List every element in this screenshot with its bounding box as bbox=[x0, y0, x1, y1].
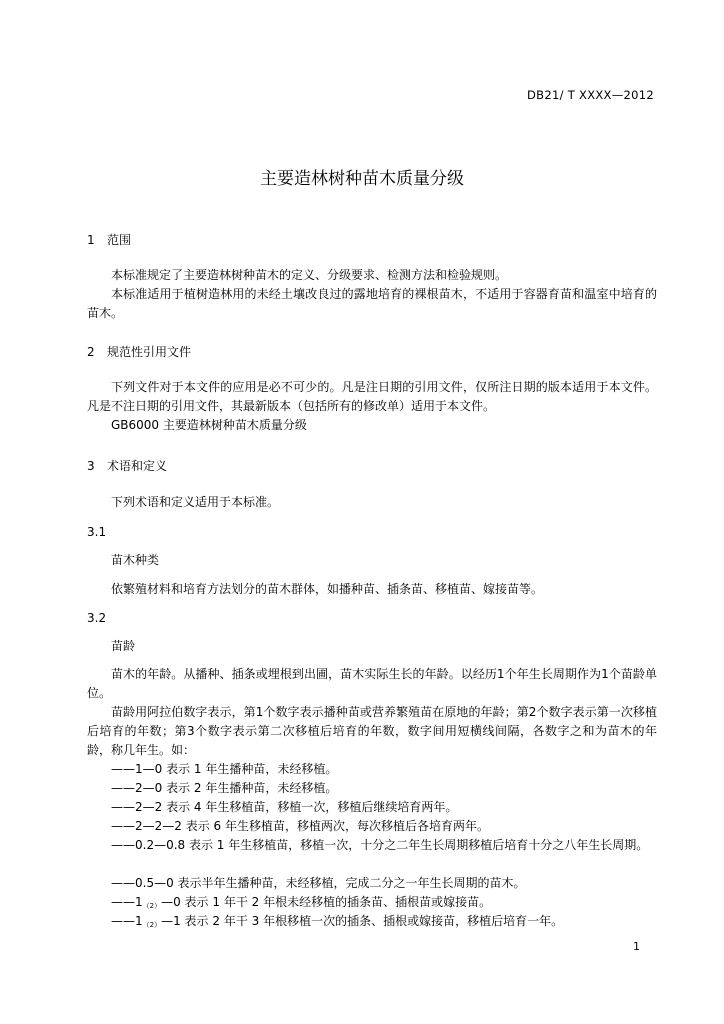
section-2-heading bbox=[87, 343, 657, 362]
page-number: 1 bbox=[633, 940, 640, 953]
document-title: 主要造林树种苗木质量分级 bbox=[260, 169, 464, 189]
section-title: 规范性引用文件 bbox=[107, 345, 192, 359]
section-number: 1 bbox=[87, 233, 95, 247]
term-3-2-definition-1: 苗木的年龄。从播种、插条或埋根到出圃，苗木实际生长的年龄。以经历1个年生长周期作为1个苗龄单位。 bbox=[87, 667, 657, 700]
term-3-2-definition-2: 苗龄用阿拉伯数字表示，第1个数字表示播种苗或营养繁殖苗在原地的年龄；第2个数字表示第一次移植后培育的年数；第3个数字表示第二次移植后培育的年数，数字间用短横线间隔，各数字之和为苗木的年龄，称几年生。如： bbox=[87, 705, 657, 757]
example-text: —0 表示 1 年干 2 年根未经移植的插条苗、插根苗或嫁接苗。 bbox=[161, 895, 492, 909]
example-subscript: （2） bbox=[142, 902, 162, 910]
example-prefix: ——1 bbox=[111, 914, 143, 928]
section-number: 2 bbox=[87, 345, 95, 359]
scope-paragraph-1: 本标准规定了主要造林树种苗木的定义、分级要求、检测方法和检验规则。 bbox=[111, 268, 508, 282]
term-3-2-title: 苗龄 bbox=[111, 639, 136, 653]
section-3-heading bbox=[87, 457, 657, 476]
section-1-heading bbox=[87, 231, 657, 250]
scope-paragraph-2: 本标准适用于植树造林用的未经土壤改良过的露地培育的裸根苗木，不适用于容器育苗和温室中培育的苗木。 bbox=[87, 287, 657, 320]
seedling-age-example: ——2—2—2 表示 6 年生移植苗，移植两次，每次移植后各培育两年。 bbox=[111, 819, 489, 833]
terms-intro-paragraph: 下列术语和定义适用于本标准。 bbox=[111, 495, 280, 509]
term-3-1-number: 3.1 bbox=[87, 525, 107, 539]
seedling-age-example: ——0.5—0 表示半年生播种苗，未经移植，完成二分之一年生长周期的苗木。 bbox=[111, 876, 526, 890]
example-subscript: （2） bbox=[142, 921, 162, 929]
standard-code: DB21/ T XXXX—2012 bbox=[527, 88, 654, 102]
term-3-1-title: 苗木种类 bbox=[111, 553, 160, 567]
reference-item: GB6000 主要造林树种苗木质量分级 bbox=[111, 418, 307, 432]
example-text: —1 表示 2 年干 3 年根移植一次的插条、插根或嫁接苗，移植后培育一年。 bbox=[161, 914, 564, 928]
seedling-age-example: ——2—2 表示 4 年生移植苗，移植一次，移植后继续培育两年。 bbox=[111, 800, 458, 814]
seedling-age-example bbox=[87, 912, 681, 935]
example-prefix: ——1 bbox=[111, 895, 143, 909]
term-3-2-number: 3.2 bbox=[87, 611, 107, 625]
seedling-age-example: ——0.2—0.8 表示 1 年生移植苗，移植一次，十分之二年生长周期移植后培育十分之八年生长周期。 bbox=[111, 838, 649, 852]
seedling-age-example: ——2—0 表示 2 年生播种苗，未经移植。 bbox=[111, 781, 338, 795]
section-title: 术语和定义 bbox=[107, 459, 168, 473]
term-3-1-definition: 依繁殖材料和培育方法划分的苗木群体，如播种苗、插条苗、移植苗、嫁接苗等。 bbox=[111, 582, 544, 596]
references-paragraph: 下列文件对于本文件的应用是必不可少的。凡是注日期的引用文件，仅所注日期的版本适用于本文件。凡是不注日期的引用文件，其最新版本（包括所有的修改单）适用于本文件。 bbox=[87, 380, 657, 413]
section-title: 范围 bbox=[107, 233, 132, 247]
seedling-age-example: ——1—0 表示 1 年生播种苗，未经移植。 bbox=[111, 762, 338, 776]
section-number: 3 bbox=[87, 459, 95, 473]
